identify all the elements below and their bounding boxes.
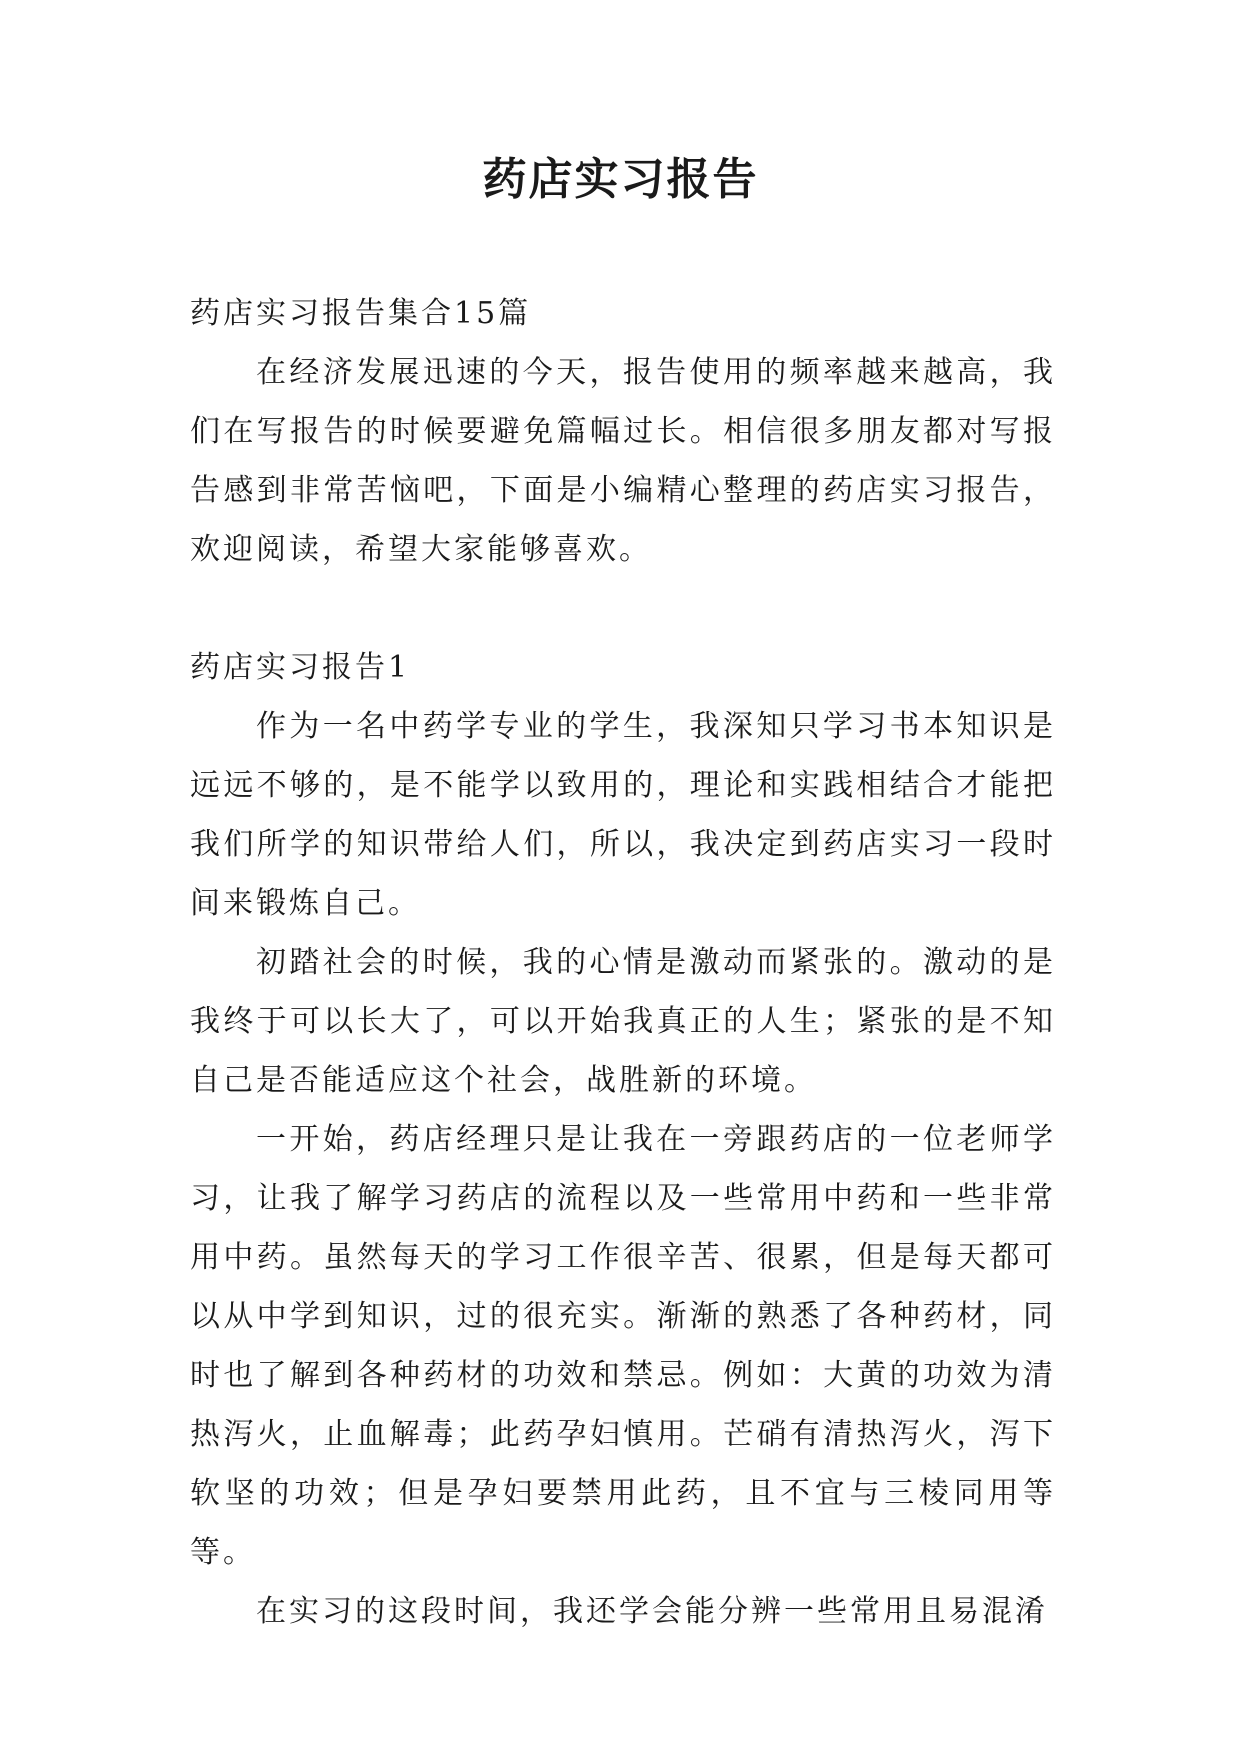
collection-heading: 药店实习报告集合15篇 (190, 296, 532, 331)
body-paragraph: 在实习的这段时间，我还学会能分辨一些常用且易混淆 (256, 1594, 1048, 1629)
body-paragraph: 一开始，药店经理只是让我在一旁跟药店的一位老师学习，让我了解学习药店的流程以及一些常用中药和一些非常用中药。虽然每天的学习工作很辛苦、很累，但是每天都可以从中学到知识，过的很充实。渐渐的熟悉了各种药材，同时也了解到各种药材的功效和禁忌。例如：大黄的功效为清热泻火，止血解毒；此药孕妇慎用。芒硝有清热泻火，泻下软坚的功效；但是孕妇要禁用此药，且不宜与三棱同用等等。 (190, 1122, 1056, 1570)
body-paragraph: 作为一名中药学专业的学生，我深知只学习书本知识是远远不够的，是不能学以致用的，理论和实践相结合才能把我们所学的知识带给人们，所以，我决定到药店实习一段时间来锻炼自己。 (190, 709, 1056, 921)
section-heading: 药店实习报告1 (190, 650, 411, 685)
document-body (190, 284, 1056, 1641)
intro-paragraph: 在经济发展迅速的今天，报告使用的频率越来越高，我们在写报告的时候要避免篇幅过长。相信很多朋友都对写报告感到非常苦恼吧，下面是小编精心整理的药店实习报告，欢迎阅读，希望大家能够喜欢。 (190, 355, 1056, 567)
document-title: 药店实习报告 (482, 154, 759, 205)
section-spacer (190, 579, 1056, 638)
body-paragraph: 初踏社会的时候，我的心情是激动而紧张的。激动的是我终于可以长大了，可以开始我真正的人生；紧张的是不知自己是否能适应这个社会，战胜新的环境。 (190, 945, 1056, 1098)
